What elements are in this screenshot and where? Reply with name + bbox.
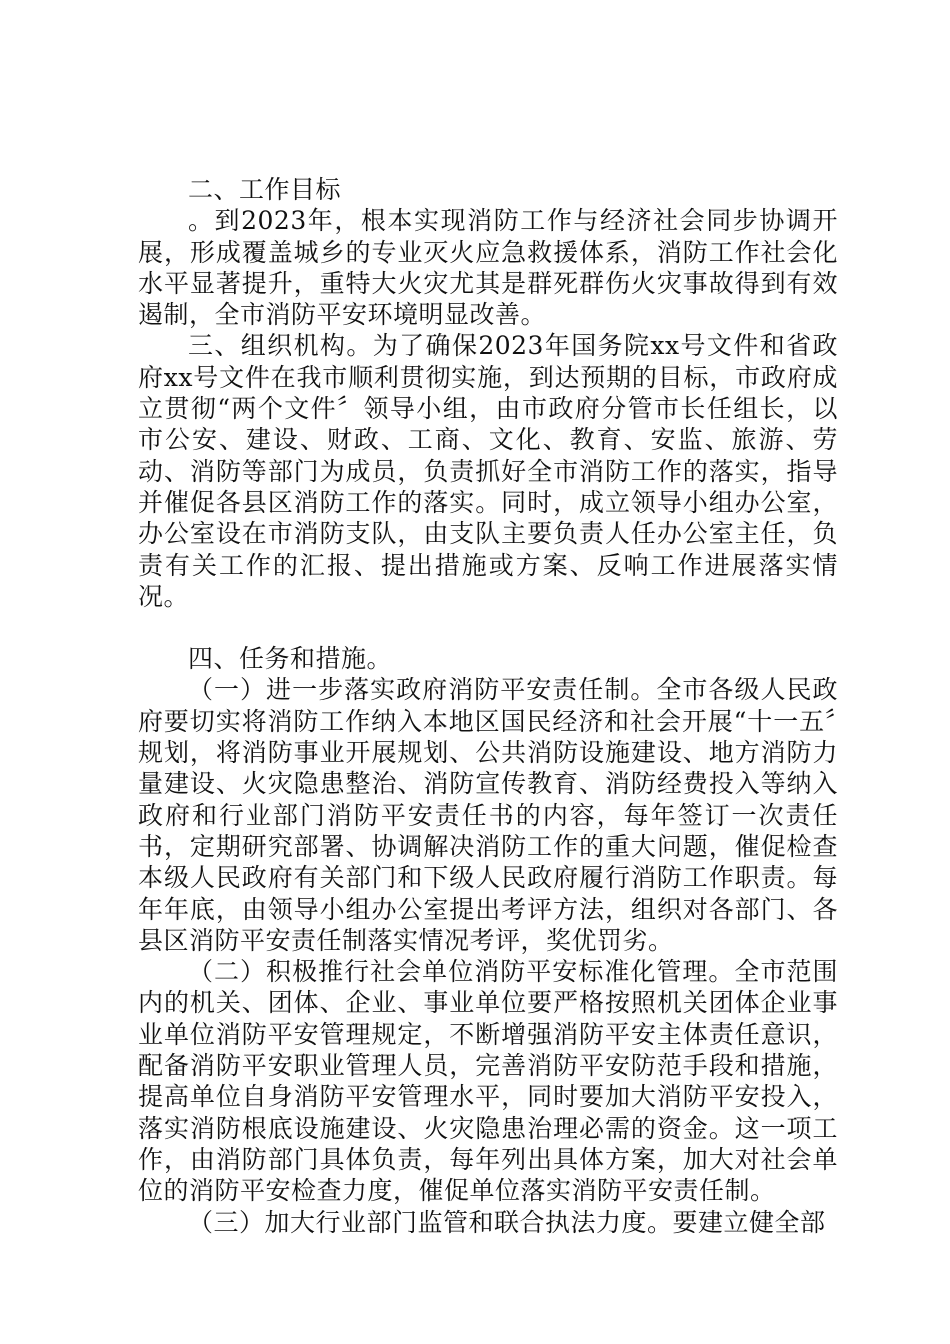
paragraph-organization: 三、组织机构。为了确保2023年国务院xx号文件和省政府xx号文件在我市顺利贯彻实施，到达预期的目标，市政府成立贯彻“两个文件〞领导小组，由市政府分管市长任组长，以市公安、建设、财政、工商、文化、教育、安监、旅游、劳动、消防等部门为成员，负责抓好全市消防工作的落实，指导并催促各县区消防工作的落实。同时，成立领导小组办公室，办公室设在市消防支队，由支队主要负责人任办公室主任，负责有关工作的汇报、提出措施或方案、反响工作进展落实情况。 [138,331,838,611]
paragraph-spacer [138,612,838,643]
heading-tasks-measures: 四、任务和措施。 [188,644,393,674]
heading-work-goals: 二、工作目标 [188,175,342,204]
paragraph-work-goals: 。到2023年，根本实现消防工作与经济社会同步协调开展，形成覆盖城乡的专业灭火应急救援体系，消防工作社会化水平显著提升，重特大火灾尤其是群死群伤火灾事故得到有效遏制，全市消防平安环境明显改善。 [138,206,838,330]
paragraph-task-2: （二）积极推行社会单位消防平安标准化管理。全市范围内的机关、团体、企业、事业单位要严格按照机关团体企业事业单位消防平安管理规定，不断增强消防平安主体责任意识，配备消防平安职业管理人员，完善消防平安防范手段和措施，提高单位自身消防平安管理水平，同时要加大消防平安投入，落实消防根底设施建设、火灾隐患治理必需的资金。这一项工作，由消防部门具体负责，每年列出具体方案，加大对社会单位的消防平安检查力度，催促单位落实消防平安责任制。 [138,957,838,1206]
paragraph-task-3: （三）加大行业部门监管和联合执法力度。要建立健全部 [188,1207,826,1237]
paragraph-task-1: （一）进一步落实政府消防平安责任制。全市各级人民政府要切实将消防工作纳入本地区国民经济和社会开展“十一五〞规划，将消防事业开展规划、公共消防设施建设、地方消防力量建设、火灾隐患整治、消防宣传教育、消防经费投入等纳入政府和行业部门消防平安责任书的内容，每年签订一次责任书，定期研究部署、协调解决消防工作的重大问题，催促检查本级人民政府有关部门和下级人民政府履行消防工作职责。每年年底，由领导小组办公室提出考评方法，组织对各部门、各县区消防平安责任制落实情况考评，奖优罚劣。 [138,675,838,955]
document-body [138,174,838,1238]
